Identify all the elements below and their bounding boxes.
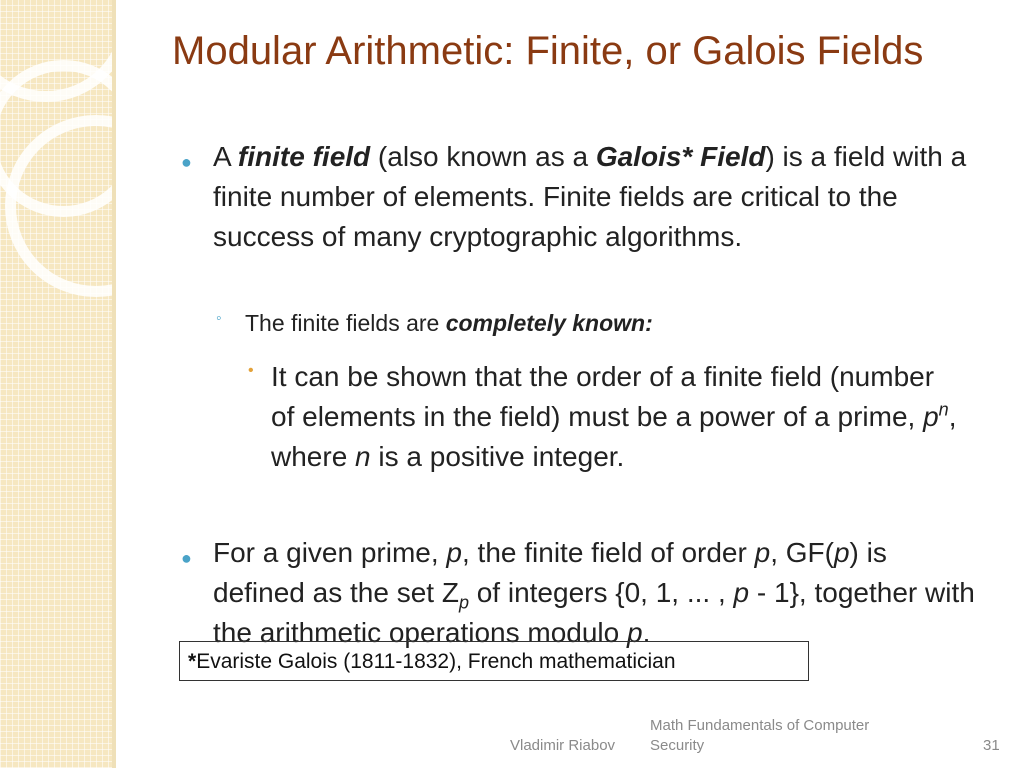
- sub-sub-bullet-marker: •: [248, 362, 254, 379]
- sub-sub-bullet-order: [271, 357, 961, 477]
- bullet-marker: ●: [181, 548, 192, 568]
- var-p: p: [923, 401, 939, 432]
- text: , GF(: [770, 537, 834, 568]
- text: .: [642, 617, 651, 648]
- footer-course-line1: Math Fundamentals of Computer: [650, 717, 870, 734]
- var-n: n: [355, 441, 371, 472]
- subscript-p: p: [458, 592, 469, 613]
- text: The finite fields are: [245, 310, 446, 336]
- footer-author: Vladimir Riabov: [510, 737, 616, 754]
- text: is a positive integer.: [370, 441, 625, 472]
- footnote-star: *: [188, 650, 197, 673]
- text: - 1}, together with the arithmetic operations modulo: [213, 577, 975, 648]
- bullet-gf-p: [213, 533, 983, 653]
- text: A: [213, 141, 238, 172]
- sub-bullet-marker: ◦: [216, 310, 222, 327]
- text: ) is a field with a finite number of elements. Finite fields are critical to the success of many cryptographic algorithms.: [213, 141, 967, 252]
- var-p: p: [446, 537, 462, 568]
- var-p: p: [754, 537, 771, 568]
- var-p: p: [627, 617, 643, 648]
- term-finite-field: finite field: [237, 141, 371, 172]
- emphasis-completely-known: completely known:: [445, 310, 653, 336]
- page-number: 31: [983, 737, 1000, 754]
- footnote-box: [179, 641, 809, 681]
- text: , where: [271, 401, 957, 472]
- bullet-finite-field: [213, 137, 983, 257]
- footer-course-line2: Security: [650, 737, 705, 754]
- sub-bullet-completely-known: [245, 307, 945, 339]
- superscript-n: n: [938, 399, 949, 420]
- footer-course: [650, 716, 869, 756]
- text: (also known as a: [370, 141, 596, 172]
- var-p: p: [733, 577, 750, 608]
- text: , the finite field of order: [462, 537, 755, 568]
- bullet-marker: ●: [181, 152, 192, 172]
- footnote-text: Evariste Galois (1811-1832), French mathematician: [196, 650, 676, 673]
- text: It can be shown that the order of a finite field (number of elements in the field) must be a power of a prime,: [271, 361, 935, 432]
- text: ) is defined as the set Z: [213, 537, 887, 608]
- var-p: p: [833, 537, 850, 568]
- slide-title: Modular Arithmetic: Finite, or Galois Fields: [172, 29, 924, 73]
- text: of integers {0, 1, ... ,: [468, 577, 734, 608]
- term-galois-field: Galois* Field: [595, 141, 766, 172]
- text: For a given prime,: [213, 537, 447, 568]
